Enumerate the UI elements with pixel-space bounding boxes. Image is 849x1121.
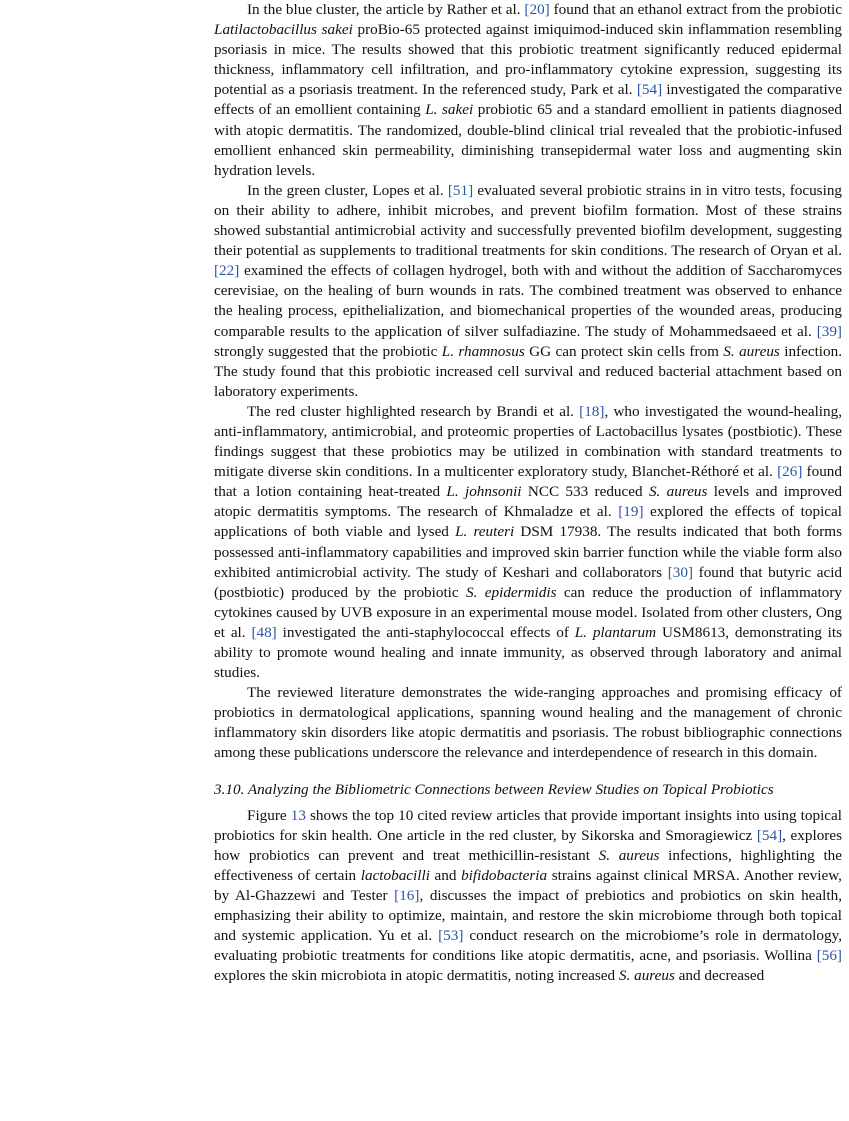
text-run: Figure: [247, 806, 291, 824]
citation-link[interactable]: [48]: [251, 623, 277, 641]
italic-term: bifidobacteria: [461, 866, 548, 884]
italic-term: S. epidermidis: [466, 583, 557, 601]
text-run: In the blue cluster, the article by Rather et al.: [247, 1, 525, 18]
text-run: USM8613, demonstrating its ability to promote wound healing and innate immunity, as observed through laboratory and animal studies.: [214, 623, 843, 682]
italic-term: S. aureus: [723, 342, 780, 360]
citation-link[interactable]: [19]: [618, 503, 644, 521]
text-run: and decreased: [674, 967, 765, 985]
text-run: shows the top 10 cited review articles that provide important insights into using topical probiotics for skin health. One article in the red cluster, by Sikorska and Smoragiewicz: [214, 806, 843, 844]
text-run: found that an ethanol extract from the probiotic: [549, 1, 843, 18]
text-run: GG can protect skin cells from: [524, 342, 724, 360]
italic-term: L. reuteri: [455, 523, 515, 541]
text-run: DSM 17938. The results indicated that both forms possessed anti-inflammatory capabilities and improved skin barrier function while the viable form also exhibited antimicrobial activity. The study of Keshari and collaborators: [214, 523, 843, 581]
italic-term: L. johnsonii: [446, 483, 522, 501]
text-run: proBio-65 protected against imiquimod-induced skin inflammation resembling psoriasis in mice. The results showed that this probiotic treatment significantly reduced epidermal thickness, inflammatory cell infiltration, and pro-inflammatory cytokine expression, suggesting its potential as a psoriasis treatment. In the referenced study, Park et al.: [214, 21, 842, 99]
citation-link[interactable]: [20]: [524, 1, 550, 18]
italic-term: L. sakei: [425, 101, 474, 119]
text-run: conduct research on the microbiome’s role in dermatology, evaluating probiotic treatments for conditions like atopic dermatitis, acne, and psoriasis. Wollina: [214, 927, 842, 965]
text-run: found that butyric acid (postbiotic) produced by the probiotic: [214, 563, 843, 601]
citation-link[interactable]: [18]: [579, 402, 605, 420]
citation-link[interactable]: [16]: [394, 886, 420, 904]
paragraph-figure-13: [214, 806, 842, 987]
text-run: examined the effects of collagen hydrogel, both with and without the addition of Saccharomyces cerevisiae, on the healing of burn wounds in rats. The combined treatment was observed to enhance the healing process, epithelialization, and biomechanical properties of the wounded areas, producing comparable results to the application of silver sulfadiazine. The study of Mohammedsaeed et al.: [214, 262, 842, 340]
text-run: In the green cluster, Lopes et al.: [247, 181, 448, 199]
text-run: found that a lotion containing heat-treated: [214, 463, 842, 501]
citation-link[interactable]: [22]: [214, 262, 240, 280]
text-run: and: [429, 866, 462, 884]
text-run: , explores how probiotics can prevent and treat methicillin-resistant: [214, 826, 842, 864]
text-run: explored the effects of topical applications of both viable and lysed: [214, 503, 842, 541]
text-run: The red cluster highlighted research by Brandi et al.: [247, 402, 580, 420]
citation-link[interactable]: [56]: [816, 947, 842, 965]
section-body-text: [214, 806, 842, 987]
citation-link[interactable]: [54]: [756, 826, 783, 844]
text-run: infections, highlighting the effectiveness of certain: [214, 846, 843, 884]
paragraph-blue-cluster: [214, 0, 842, 181]
section-title: Analyzing the Bibliometric Connections between Review Studies on Topical Probiotics: [247, 780, 774, 798]
text-run: can reduce the production of inflammatory cytokines caused by UVB exposure in an experimental mouse model. Isolated from other clusters, Ong et al.: [214, 583, 842, 641]
italic-term: S. aureus: [648, 483, 708, 501]
section-heading: [214, 780, 842, 800]
paper-page: [214, 0, 842, 986]
text-run: NCC 533 reduced: [521, 483, 649, 501]
text-run: investigated the comparative effects of an emollient containing: [214, 81, 842, 119]
italic-term: Latilactobacillus sakei: [214, 21, 353, 39]
italic-term: lactobacilli: [360, 866, 430, 884]
citation-link[interactable]: [26]: [777, 463, 803, 481]
italic-term: L. rhamnosus: [441, 342, 525, 360]
paragraph-green-cluster: [214, 181, 842, 402]
text-run: strongly suggested that the probiotic: [214, 342, 442, 360]
italic-term: S. aureus: [598, 846, 660, 864]
text-run: , who investigated the wound-healing, anti-inflammatory, antimicrobial, and proteomic properties of Lactobacillus lysates (postbiotic). These findings suggest that these probiotics may be utilized in combination with standard treatments to mitigate diverse skin conditions. In a multicenter exploratory study, Blanchet-Réthoré et al.: [214, 402, 842, 481]
paragraph-red-cluster: [214, 402, 842, 683]
citation-link[interactable]: [53]: [438, 927, 464, 945]
body-text: [214, 0, 842, 764]
citation-link[interactable]: [51]: [447, 181, 474, 199]
text-run: explores the skin microbiota in atopic dermatitis, noting increased: [214, 967, 619, 985]
text-run: strains against clinical MRSA. Another review, by Al-Ghazzewi and Tester: [214, 866, 842, 904]
section-number: 3.10.: [214, 780, 245, 798]
text-run: investigated the anti-staphylococcal effects of: [276, 623, 575, 641]
text-run: , discusses the impact of prebiotics and probiotics on skin health, emphasizing their ability to optimize, maintain, and restore the skin microbiome through both topical and systemic application. Yu et al.: [214, 886, 842, 945]
text-run: infection. The study found that this probiotic increased cell survival and reduced bacterial attachment based on laboratory experiments.: [214, 342, 843, 400]
text-run: The reviewed literature demonstrates the wide-ranging approaches and promising efficacy of probiotics in dermatological applications, spanning wound healing and the management of chronic inflammatory skin disorders like atopic dermatitis and psoriasis. The robust bibliographic connections among these publications underscore the relevance and interdependence of research in this domain.: [214, 684, 842, 762]
citation-link[interactable]: 13: [290, 806, 306, 824]
citation-link[interactable]: [39]: [816, 322, 842, 340]
citation-link[interactable]: [30]: [667, 563, 694, 581]
paragraph-reviewed-literature: [214, 683, 842, 763]
text-run: levels and improved atopic dermatitis symptoms. The research of Khmaladze et al.: [214, 483, 843, 521]
italic-term: L. plantarum: [574, 623, 657, 641]
text-run: evaluated several probiotic strains in in vitro tests, focusing on their ability to adhere, inhibit microbes, and prevent biofilm formation. Most of these strains showed substantial antimicrobial activity and successfully prevented biofilm development, suggesting their potential as supplements to traditional treatments for skin conditions. The research of Oryan et al.: [214, 181, 843, 260]
italic-term: S. aureus: [618, 967, 675, 985]
text-run: probiotic 65 and a standard emollient in patients diagnosed with atopic dermatitis. The randomized, double-blind clinical trial revealed that the probiotic-infused emollient enhanced skin permeability, diminishing transepidermal water loss and augmenting skin hydration levels.: [214, 101, 842, 179]
citation-link[interactable]: [54]: [636, 81, 663, 99]
